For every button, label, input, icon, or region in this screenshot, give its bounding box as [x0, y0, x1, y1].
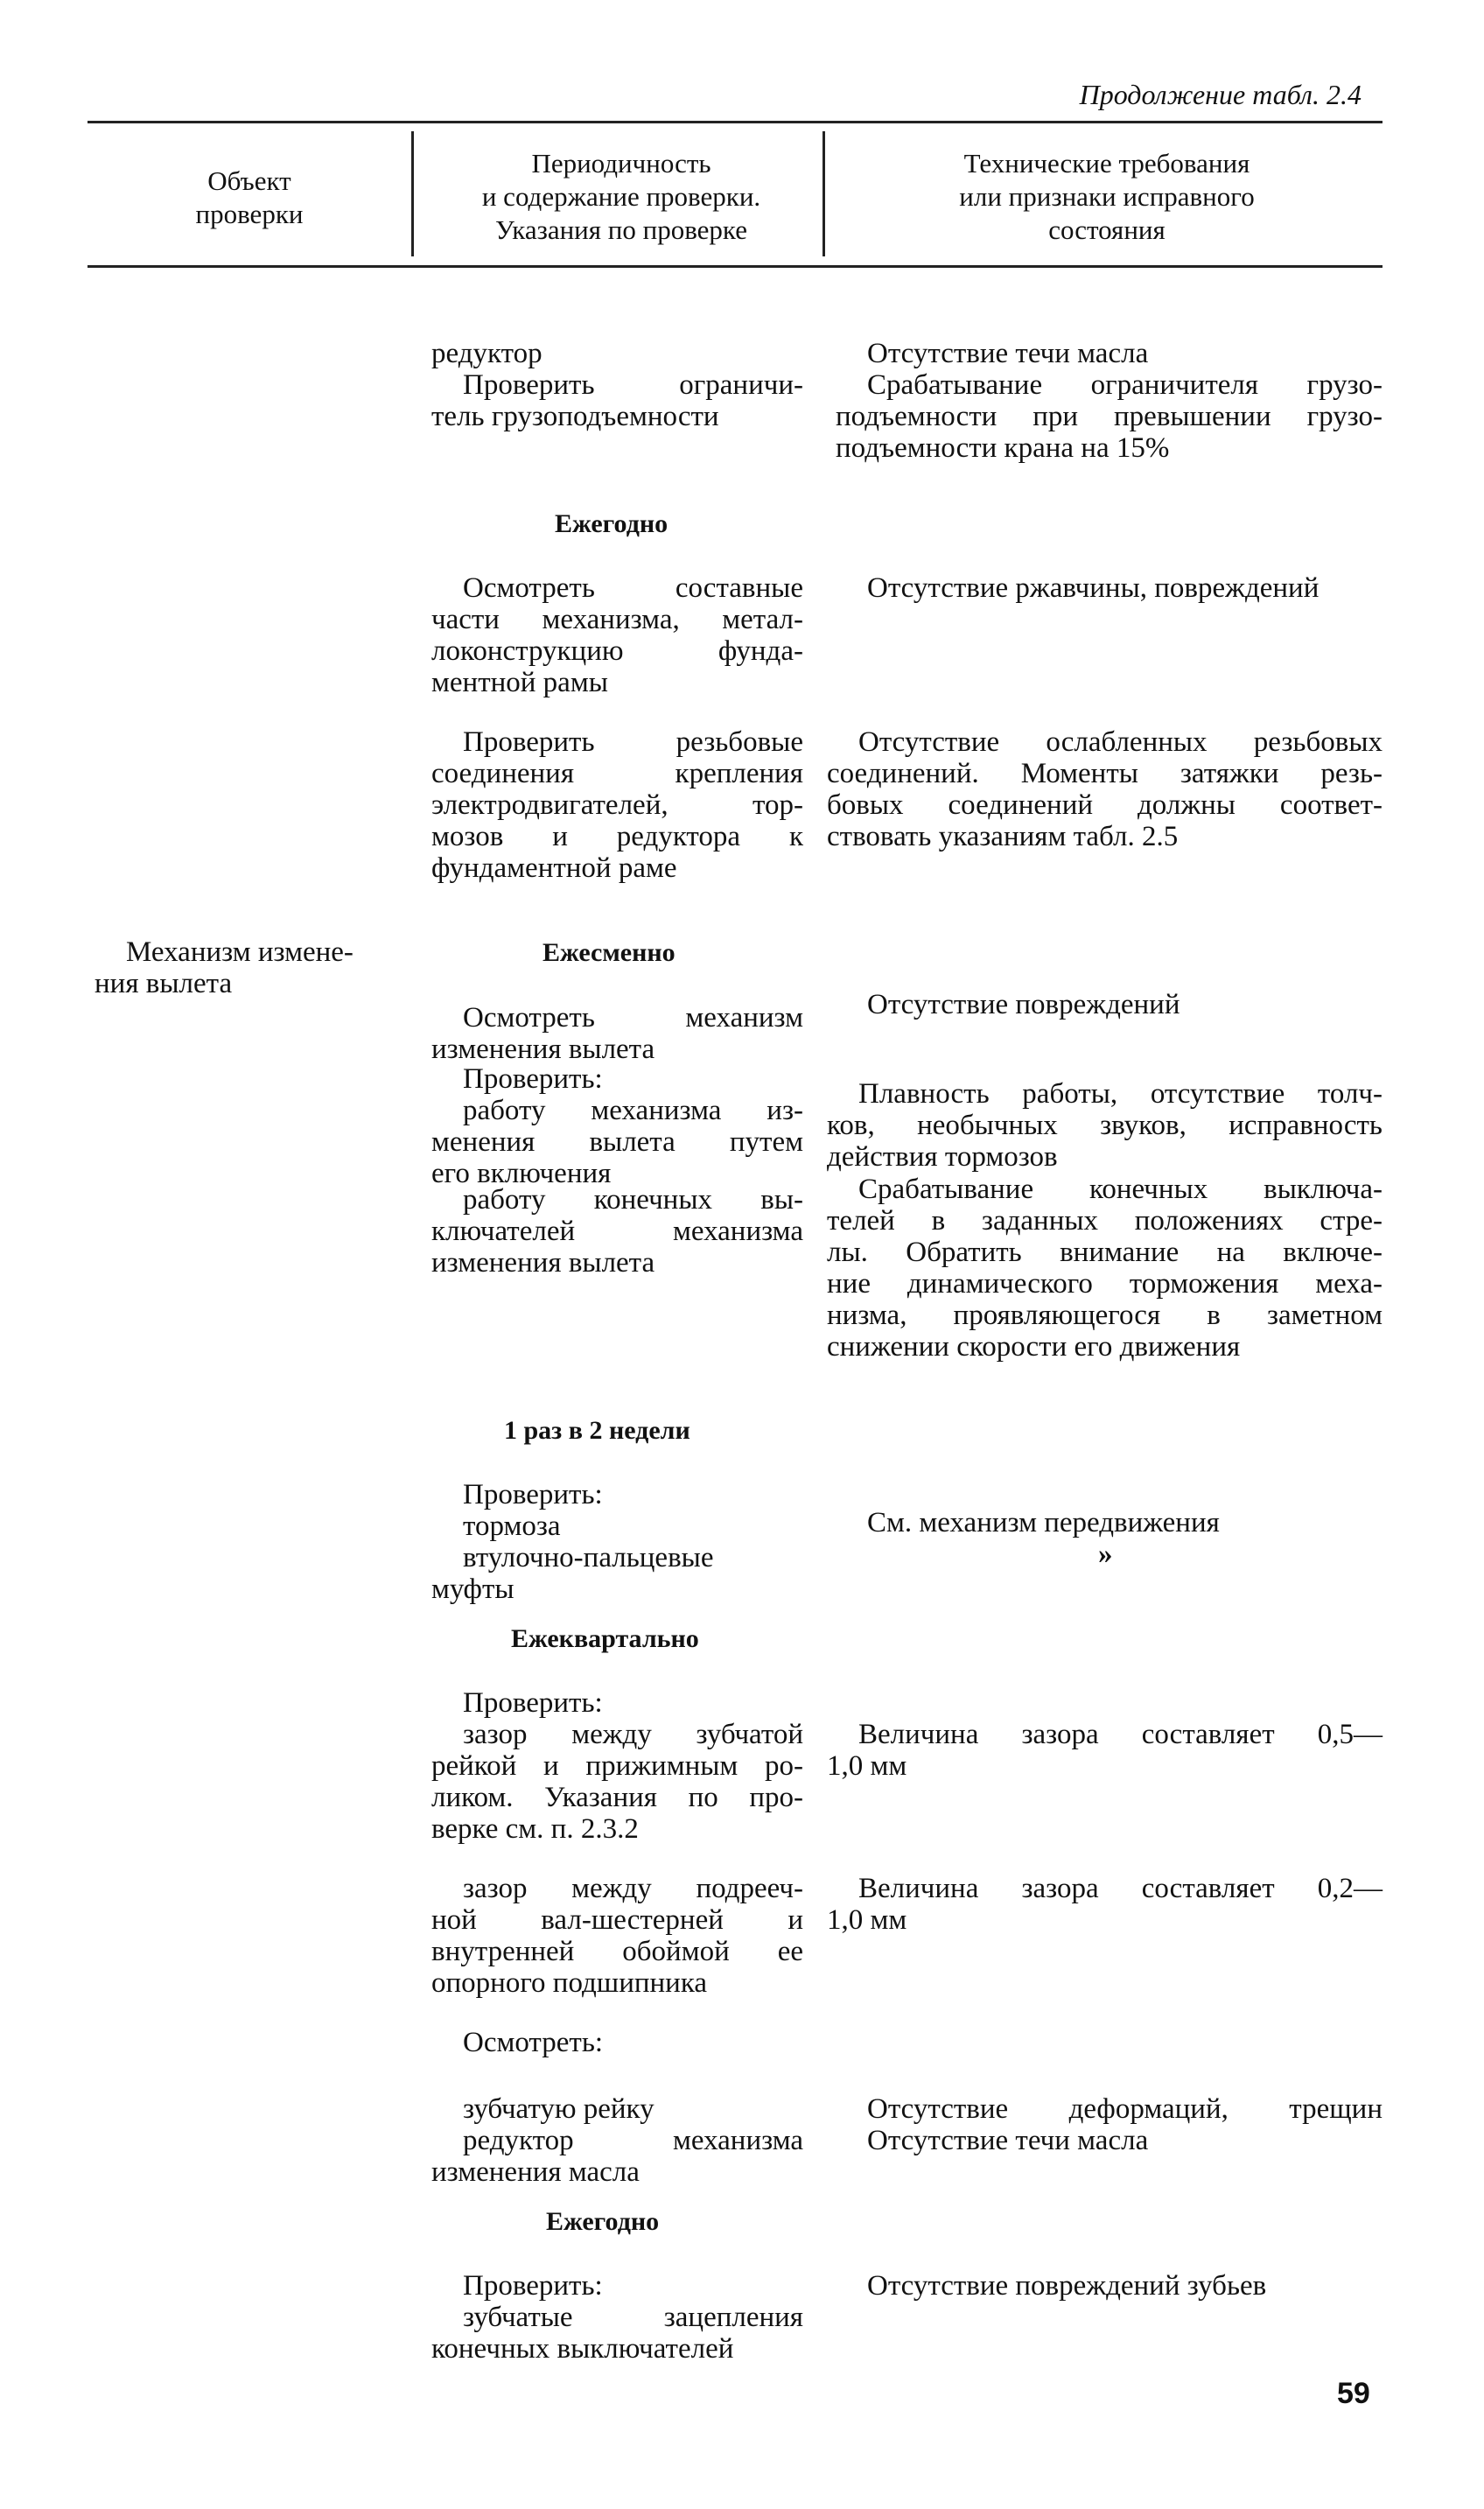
text-line: локонструкцию фунда- [431, 635, 803, 667]
text-line: части механизма, метал- [431, 604, 803, 635]
text-line: ной вал-шестерней и [431, 1904, 803, 1936]
cell-procedure [431, 1479, 803, 1605]
cell-procedure [431, 1873, 803, 1999]
cell-procedure [431, 2093, 803, 2188]
text-line: низма, проявляющегося в заметном [827, 1300, 1382, 1331]
text-line: Величина зазора составляет 0,2— [858, 1873, 1382, 1904]
header-line: проверки [195, 199, 304, 229]
text-line: Проверить: [463, 1687, 603, 1719]
text-line: тормоза [463, 1510, 561, 1542]
text-line: ментной рамы [431, 667, 608, 698]
cell-procedure [431, 1687, 803, 1719]
header-col-periodicity [420, 147, 822, 247]
text-line: изменения масла [431, 2156, 640, 2188]
text-line: См. механизм передвижения [867, 1507, 1220, 1538]
continuation-caption: Продолжение табл. 2.4 [1079, 79, 1362, 110]
text-line: верке см. п. 2.3.2 [431, 1813, 639, 1845]
text-line: Осмотреть составные [463, 572, 803, 604]
header-line: Технические требования [963, 148, 1250, 179]
text-line: редуктор механизма [463, 2125, 803, 2156]
text-line: соединения крепления [431, 758, 803, 789]
text-line: Осмотреть механизм [463, 1002, 803, 1034]
cell-requirement [836, 369, 1382, 464]
text-line: зубчатую рейку [463, 2093, 654, 2125]
text-line: Отсутствие ржавчины, повреждений [867, 572, 1320, 604]
text-line: телей в заданных положениях стре- [827, 1205, 1382, 1237]
text-line: Срабатывание конечных выключа- [858, 1174, 1382, 1205]
text-line: муфты [431, 1573, 514, 1605]
text-line: Отсутствие повреждений зубьев [867, 2270, 1267, 2302]
text-line: изменения вылета [431, 1034, 655, 1065]
cell-requirement [827, 1078, 1382, 1173]
text-line: рейкой и прижимным ро- [431, 1750, 803, 1782]
text-line: его включения [431, 1158, 612, 1189]
text-line: соединений. Моменты затяжки резь- [827, 758, 1382, 789]
text-line: Величина зазора составляет 0,5— [858, 1719, 1382, 1750]
text-line: Отсутствие деформаций, трещин [867, 2093, 1382, 2125]
cell-procedure [431, 2027, 803, 2058]
text-line: ков, необычных звуков, исправность [827, 1110, 1382, 1141]
cell-procedure [431, 338, 803, 369]
cell-requirement [827, 1174, 1382, 1363]
text-line: конечных выключателей [431, 2333, 734, 2365]
header-line: Объект [207, 165, 291, 196]
text-line: бовых соединений должны соответ- [827, 789, 1382, 821]
text-line: тель грузоподъемности [431, 401, 719, 432]
text-line: зазор между зубчатой [463, 1719, 803, 1750]
cell-object [94, 936, 401, 999]
text-line: ликом. Указания по про- [431, 1782, 803, 1813]
cell-procedure [431, 1002, 803, 1065]
text-line: 1,0 мм [827, 1904, 907, 1936]
header-line: и содержание проверки. [481, 181, 761, 212]
cell-procedure [431, 369, 803, 432]
text-line: Проверить: [463, 1063, 603, 1095]
cell-procedure [431, 2270, 803, 2365]
cell-requirement [836, 1507, 1382, 1570]
text-line: зазор между подрееч- [463, 1873, 803, 1904]
text-line: действия тормозов [827, 1141, 1058, 1173]
text-line: Проверить: [463, 1479, 603, 1510]
text-line: 1,0 мм [827, 1750, 907, 1782]
text-line: ние динамического торможения меха- [827, 1268, 1382, 1300]
period-heading-annual: Ежегодно [546, 2207, 660, 2236]
text-line: работу механизма из- [463, 1095, 803, 1126]
cell-procedure [431, 572, 803, 698]
header-line: Указания по проверке [495, 214, 747, 245]
cell-procedure [431, 1063, 803, 1095]
header-line: Периодичность [531, 148, 711, 179]
text-line: Отсутствие повреждений [867, 989, 1180, 1020]
cell-requirement [836, 572, 1382, 604]
text-line: Проверить резьбовые [463, 726, 803, 758]
text-line: ствовать указаниям табл. 2.5 [827, 821, 1179, 852]
text-line: Механизм измене- [126, 936, 354, 968]
text-line: опорного подшипника [431, 1967, 708, 1999]
cell-requirement [836, 989, 1382, 1020]
text-line: Срабатывание ограничителя грузо- [867, 369, 1382, 401]
header-top-rule [88, 121, 1382, 123]
text-line: Осмотреть: [463, 2027, 604, 2058]
text-line: мозов и редуктора к [431, 821, 803, 852]
text-line: ния вылета [94, 968, 233, 999]
header-divider-2 [822, 131, 825, 256]
text-line: Проверить ограничи- [463, 369, 803, 401]
header-col-object [88, 165, 411, 231]
text-line: подъемности при превышении грузо- [836, 401, 1382, 432]
text-line: фундаментной раме [431, 852, 677, 884]
cell-procedure [431, 1095, 803, 1189]
cell-requirement [827, 1719, 1382, 1782]
header-line: состояния [1048, 214, 1166, 245]
text-line: снижении скорости его движения [827, 1331, 1241, 1363]
text-line: работу конечных вы- [463, 1184, 803, 1216]
text-line: Отсутствие течи масла [867, 2125, 1149, 2156]
text-line: редуктор [431, 338, 542, 369]
header-col-requirements [831, 147, 1382, 247]
text-line: Плавность работы, отсутствие толч- [858, 1078, 1382, 1110]
text-line: Отсутствие течи масла [867, 338, 1149, 369]
text-line: электродвигателей, тор- [431, 789, 803, 821]
cell-requirement [836, 2093, 1382, 2156]
text-line: лы. Обратить внимание на включе- [827, 1237, 1382, 1268]
cell-procedure [431, 726, 803, 884]
cell-requirement [827, 1873, 1382, 1936]
cell-requirement [836, 2270, 1382, 2302]
text-line: изменения вылета [431, 1247, 655, 1279]
period-heading-shift: Ежесменно [542, 938, 676, 967]
text-line: втулочно-пальцевые [463, 1542, 714, 1573]
period-heading-biweekly: 1 раз в 2 недели [504, 1416, 690, 1445]
ditto-mark: » [1098, 1538, 1113, 1570]
text-line: внутренней обоймой ее [431, 1936, 803, 1967]
period-heading-annual: Ежегодно [555, 509, 668, 538]
text-line: Проверить: [463, 2270, 603, 2302]
header-line: или признаки исправного [959, 181, 1255, 212]
text-line: Отсутствие ослабленных резьбовых [858, 726, 1382, 758]
header-bottom-rule [88, 265, 1382, 268]
text-line: зубчатые зацепления [463, 2302, 803, 2333]
cell-procedure [431, 1719, 803, 1845]
text-line: ключателей механизма [431, 1216, 803, 1247]
text-line: подъемности крана на 15% [836, 432, 1170, 464]
text-line: менения вылета путем [431, 1126, 803, 1158]
cell-procedure [431, 1184, 803, 1279]
period-heading-quarterly: Ежеквартально [511, 1624, 699, 1653]
cell-requirement [836, 338, 1382, 369]
page-number: 59 [1337, 2377, 1370, 2410]
header-divider-1 [411, 131, 414, 256]
cell-requirement [827, 726, 1382, 852]
